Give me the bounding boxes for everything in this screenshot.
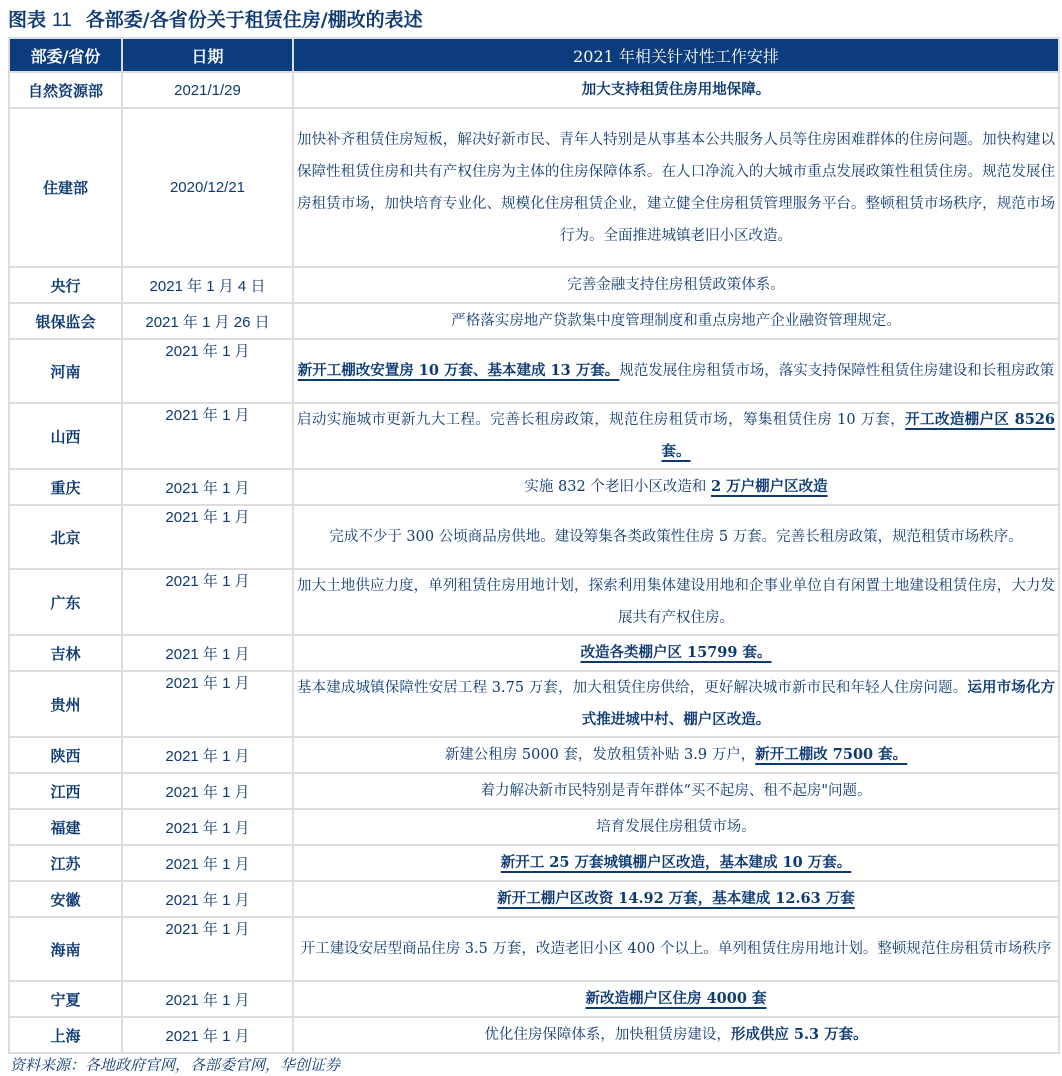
region-cell: 海南	[9, 917, 122, 981]
table-row	[9, 108, 1059, 267]
date-cell: 2021 年 1 月	[122, 809, 293, 845]
text-segment: 启动实施城市更新九大工程。完善长租房政策，规范住房租赁市场，筹集租赁住房 10 万套，	[297, 412, 906, 428]
region-cell: 央行	[9, 267, 122, 303]
date-cell: 2021/1/29	[122, 72, 293, 108]
highlighted-text: 新开工棚改 7500 套。	[755, 746, 908, 763]
header-region: 部委/省份	[9, 38, 122, 72]
arrangement-cell	[293, 917, 1059, 981]
figure-label: 图表	[8, 9, 47, 31]
table-row	[9, 569, 1059, 635]
region-cell: 河南	[9, 339, 122, 403]
bold-text: 形成供应 5.3 万套。	[730, 1026, 868, 1043]
text-segment: 完善金融支持住房租赁政策体系。	[567, 277, 785, 293]
arrangement-cell	[293, 569, 1059, 635]
region-cell: 重庆	[9, 469, 122, 505]
region-cell: 宁夏	[9, 981, 122, 1017]
text-segment: 实施 832 个老旧小区改造和	[524, 479, 711, 495]
text-segment: 规范发展住房租赁市场，落实支持保障性租赁住房建设和长租房政策	[619, 363, 1055, 379]
region-cell: 广东	[9, 569, 122, 635]
table-row	[9, 809, 1059, 845]
region-cell: 住建部	[9, 108, 122, 267]
table-row	[9, 505, 1059, 569]
date-cell: 2021 年 1 月	[122, 339, 293, 403]
arrangement-cell	[293, 339, 1059, 403]
region-cell: 上海	[9, 1017, 122, 1053]
region-cell: 陕西	[9, 737, 122, 773]
date-cell: 2021 年 1 月	[122, 671, 293, 737]
arrangement-cell	[293, 737, 1059, 773]
region-cell: 自然资源部	[9, 72, 122, 108]
arrangement-cell	[293, 108, 1059, 267]
table-header-row	[9, 38, 1059, 72]
arrangement-cell	[293, 72, 1059, 108]
table-row	[9, 403, 1059, 469]
date-cell: 2021 年 1 月	[122, 773, 293, 809]
header-date: 日期	[122, 38, 293, 72]
date-cell: 2021 年 1 月 4 日	[122, 267, 293, 303]
table-body	[9, 72, 1059, 1053]
table-row	[9, 72, 1059, 108]
figure-number: 11	[52, 10, 72, 31]
highlighted-text: 2 万户棚户区改造	[710, 478, 828, 495]
date-cell: 2021 年 1 月	[122, 881, 293, 917]
policy-table	[8, 37, 1060, 1054]
source-note: 资料来源：各地政府官网，各部委官网，华创证券	[10, 1056, 341, 1074]
highlighted-text: 新开工棚户区改资 14.92 万套，基本建成 12.63 万套	[497, 890, 855, 907]
highlighted-text: 新开工 25 万套城镇棚户区改造，基本建成 10 万套。	[500, 854, 852, 871]
text-segment: 完成不少于 300 公顷商品房供地。建设筹集各类政策性住房 5 万套。完善长租房政策，规范租赁市场秩序。	[329, 529, 1023, 545]
region-cell: 贵州	[9, 671, 122, 737]
arrangement-cell	[293, 303, 1059, 339]
table-row	[9, 339, 1059, 403]
table-row	[9, 303, 1059, 339]
region-cell: 吉林	[9, 635, 122, 671]
highlighted-text: 改造各类棚户区 15799 套。	[580, 644, 772, 661]
table-row	[9, 845, 1059, 881]
date-cell: 2021 年 1 月	[122, 469, 293, 505]
date-cell: 2021 年 1 月	[122, 505, 293, 569]
text-segment: 基本建成城镇保障性安居工程 3.75 万套，加大租赁住房供给，更好解决城市新市民和年轻人住房问题。	[297, 680, 968, 696]
table-row	[9, 981, 1059, 1017]
table-row	[9, 1017, 1059, 1053]
date-cell: 2021 年 1 月	[122, 635, 293, 671]
arrangement-cell	[293, 635, 1059, 671]
region-cell: 江西	[9, 773, 122, 809]
arrangement-cell	[293, 773, 1059, 809]
arrangement-cell	[293, 981, 1059, 1017]
table-row	[9, 917, 1059, 981]
date-cell: 2021 年 1 月	[122, 569, 293, 635]
table-row	[9, 881, 1059, 917]
table-row	[9, 635, 1059, 671]
figure-title-text: 各部委/各省份关于租赁住房/棚改的表述	[85, 9, 423, 31]
highlighted-text: 新开工棚改安置房 10 万套、基本建成 13 万套。	[297, 362, 620, 379]
highlighted-text: 开工改造棚户区 8526 套。	[661, 411, 1056, 460]
text-segment: 着力解决新市民特别是青年群体“买不起房、租不起房"问题。	[480, 783, 872, 799]
arrangement-cell	[293, 505, 1059, 569]
table-row	[9, 267, 1059, 303]
arrangement-cell	[293, 671, 1059, 737]
date-cell: 2021 年 1 月 26 日	[122, 303, 293, 339]
arrangement-cell	[293, 881, 1059, 917]
table-row	[9, 671, 1059, 737]
text-segment: 严格落实房地产贷款集中度管理制度和重点房地产企业融资管理规定。	[451, 313, 901, 329]
arrangement-cell	[293, 469, 1059, 505]
date-cell: 2021 年 1 月	[122, 1017, 293, 1053]
region-cell: 福建	[9, 809, 122, 845]
text-segment: 优化住房保障体系，加快租赁房建设，	[484, 1027, 731, 1043]
bold-text: 运用市场化方式推进城中村、棚户区改造。	[581, 679, 1056, 728]
region-cell: 山西	[9, 403, 122, 469]
date-cell: 2021 年 1 月	[122, 917, 293, 981]
bold-text: 加大支持租赁住房用地保障。	[581, 81, 771, 98]
text-segment: 开工建设安居型商品住房 3.5 万套，改造老旧小区 400 个以上。单列租赁住房用地计划。整顿规范住房租赁市场秩序	[300, 941, 1052, 957]
table-row	[9, 737, 1059, 773]
text-segment: 加快补齐租赁住房短板，解决好新市民、青年人特别是从事基本公共服务人员等住房困难群体的住房问题。加快构建以保障性租赁住房和共有产权住房为主体的住房保障体系。在人口净流入的大城市重点发展政策性租赁住房。规范发展住房租赁市场，加快培育专业化、规模化住房租赁企业，建立健全住房租赁管理服务平台。整顿租赁市场秩序，规范市场行为。全面推进城镇老旧小区改造。	[297, 131, 1055, 244]
arrangement-cell	[293, 403, 1059, 469]
arrangement-cell	[293, 809, 1059, 845]
date-cell: 2021 年 1 月	[122, 737, 293, 773]
text-segment: 培育发展住房租赁市场。	[596, 819, 756, 835]
text-segment: 加大土地供应力度，单列租赁住房用地计划，探索利用集体建设用地和企事业单位自有闲置土地建设租赁住房，大力发展共有产权住房。	[297, 578, 1055, 626]
arrangement-cell	[293, 267, 1059, 303]
arrangement-cell	[293, 1017, 1059, 1053]
region-cell: 江苏	[9, 845, 122, 881]
date-cell: 2021 年 1 月	[122, 845, 293, 881]
region-cell: 北京	[9, 505, 122, 569]
header-arrangement: 2021 年相关针对性工作安排	[293, 38, 1059, 72]
table-row	[9, 773, 1059, 809]
figure-title	[8, 6, 423, 34]
arrangement-cell	[293, 845, 1059, 881]
highlighted-text: 新改造棚户区住房 4000 套	[585, 990, 767, 1007]
text-segment: 新建公租房 5000 套，发放租赁补贴 3.9 万户，	[444, 747, 756, 763]
region-cell: 安徽	[9, 881, 122, 917]
date-cell: 2021 年 1 月	[122, 403, 293, 469]
region-cell: 银保监会	[9, 303, 122, 339]
date-cell: 2021 年 1 月	[122, 981, 293, 1017]
date-cell: 2020/12/21	[122, 108, 293, 267]
table-row	[9, 469, 1059, 505]
